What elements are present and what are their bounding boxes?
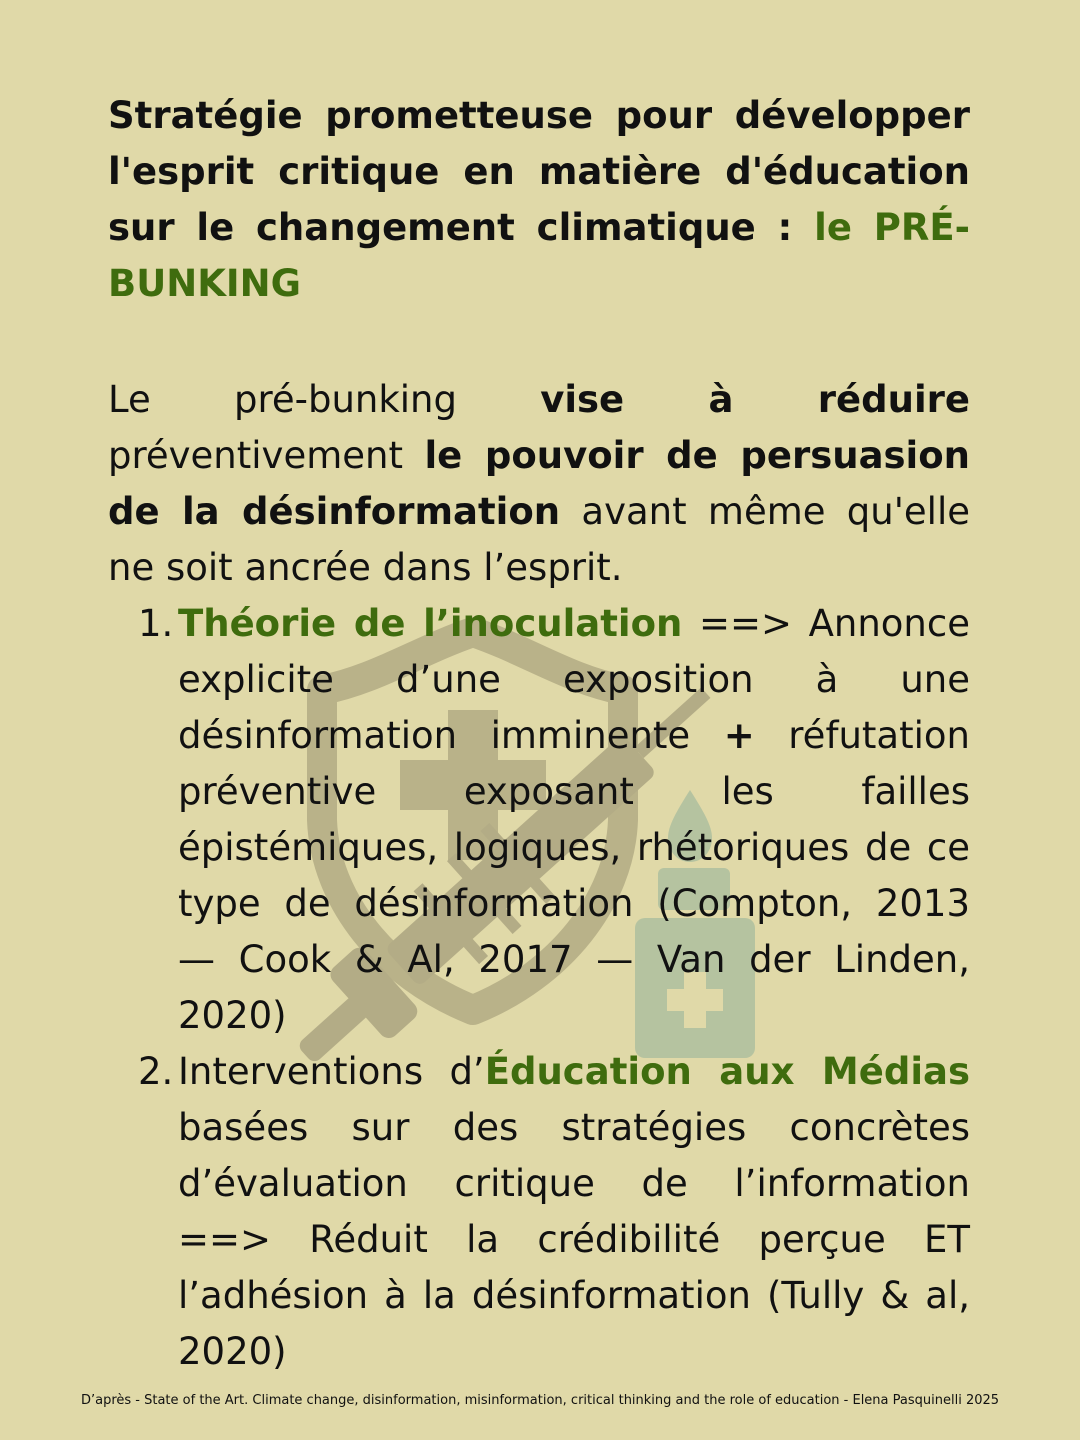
main-content	[108, 88, 970, 1380]
item-text: réfutation préventive exposant les failles épistémiques, logiques, rhétoriques de ce type de désinformation (Compton, 2013 — Cook & Al, 2017 — Van der Linden, 2020)	[178, 714, 970, 1037]
intro-part3: avant même qu'elle ne soit ancrée dans l’esprit.	[108, 490, 970, 589]
item-highlight: Éducation aux Médias	[484, 1050, 970, 1093]
title-main: Stratégie prometteuse pour développer l'esprit critique en matière d'éducation sur le changement climatique :	[108, 94, 970, 249]
item-text: basées sur des stratégies concrètes d’évaluation critique de l’information ==> Réduit la crédibilité perçue ET l’adhésion à la désinformation (Tully & al, 2020)	[178, 1106, 970, 1373]
item-text: Interventions d’	[178, 1050, 485, 1093]
list-number: 2.	[138, 1050, 174, 1093]
list-number: 1.	[138, 602, 174, 645]
intro-bold1: vise à réduire	[540, 378, 970, 421]
list-item	[108, 596, 970, 1044]
source-footer: D’après - State of the Art. Climate change, disinformation, misinformation, critical thinking and the role of education - Elena Pasquinelli 2025	[80, 1393, 1000, 1408]
item-text: ==> Annonce explicite d’une exposition à une désinformation imminente	[178, 602, 970, 757]
strategy-list	[108, 596, 970, 1380]
item-highlight: Théorie de l’inoculation	[178, 602, 683, 645]
plus-sign: +	[723, 714, 755, 757]
list-item	[108, 1044, 970, 1380]
intro-part1: Le pré-bunking	[108, 378, 541, 421]
title-highlight: le PRÉ-BUNKING	[108, 206, 970, 305]
intro-paragraph	[108, 372, 970, 596]
intro-part2: préventivement	[108, 434, 425, 477]
intro-bold2: le pouvoir de persuasion de la désinformation	[108, 434, 970, 533]
page-title	[108, 88, 970, 312]
